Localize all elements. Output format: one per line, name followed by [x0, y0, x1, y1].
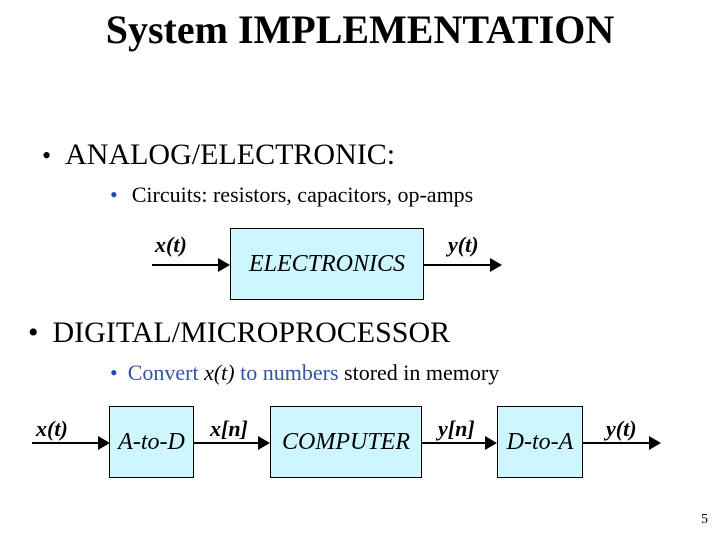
digital-output-arrow: [583, 442, 659, 444]
bullet-analog-text: ANALOG/ELECTRONIC:: [65, 138, 396, 171]
bullet-dot: •: [110, 182, 118, 207]
d-to-a-block: D-to-A: [497, 406, 583, 478]
yn-label: y[n]: [438, 416, 475, 441]
bullet-dot: •: [110, 360, 118, 385]
bullet-digital: [28, 316, 450, 350]
bullet-analog: [42, 138, 395, 172]
analog-input-arrow: [152, 264, 228, 266]
digital-input-label: x(t): [36, 416, 68, 441]
convert-part-2: x(t): [204, 360, 235, 385]
yn-arrow: [422, 442, 495, 444]
convert-part-3: to: [234, 360, 263, 385]
convert-part-1: Convert: [127, 360, 205, 385]
digital-input-arrow: [32, 442, 108, 444]
sub-bullet-circuits: [110, 182, 473, 208]
bullet-dot: •: [28, 316, 39, 349]
convert-part-4: numbers: [262, 360, 339, 385]
analog-output-arrow: [424, 264, 500, 266]
xn-label: x[n]: [210, 416, 248, 441]
electronics-block: ELECTRONICS: [230, 228, 424, 300]
sub-bullet-convert: [110, 360, 499, 386]
bullet-dot: •: [42, 141, 52, 170]
sub-bullet-circuits-text: Circuits: resistors, capacitors, op-amps: [131, 182, 474, 207]
slide-title: System IMPLEMENTATION: [105, 7, 615, 52]
analog-input-label: x(t): [155, 232, 187, 257]
digital-output-label: y(t): [606, 416, 637, 441]
analog-output-label: y(t): [448, 232, 479, 257]
bullet-digital-text: DIGITAL/MICROPROCESSOR: [52, 316, 451, 349]
computer-block: COMPUTER: [270, 406, 422, 478]
convert-part-5: stored in memory: [338, 360, 500, 385]
slide-number: 5: [701, 512, 708, 527]
xn-arrow: [194, 442, 268, 444]
a-to-d-block: A-to-D: [109, 406, 194, 478]
